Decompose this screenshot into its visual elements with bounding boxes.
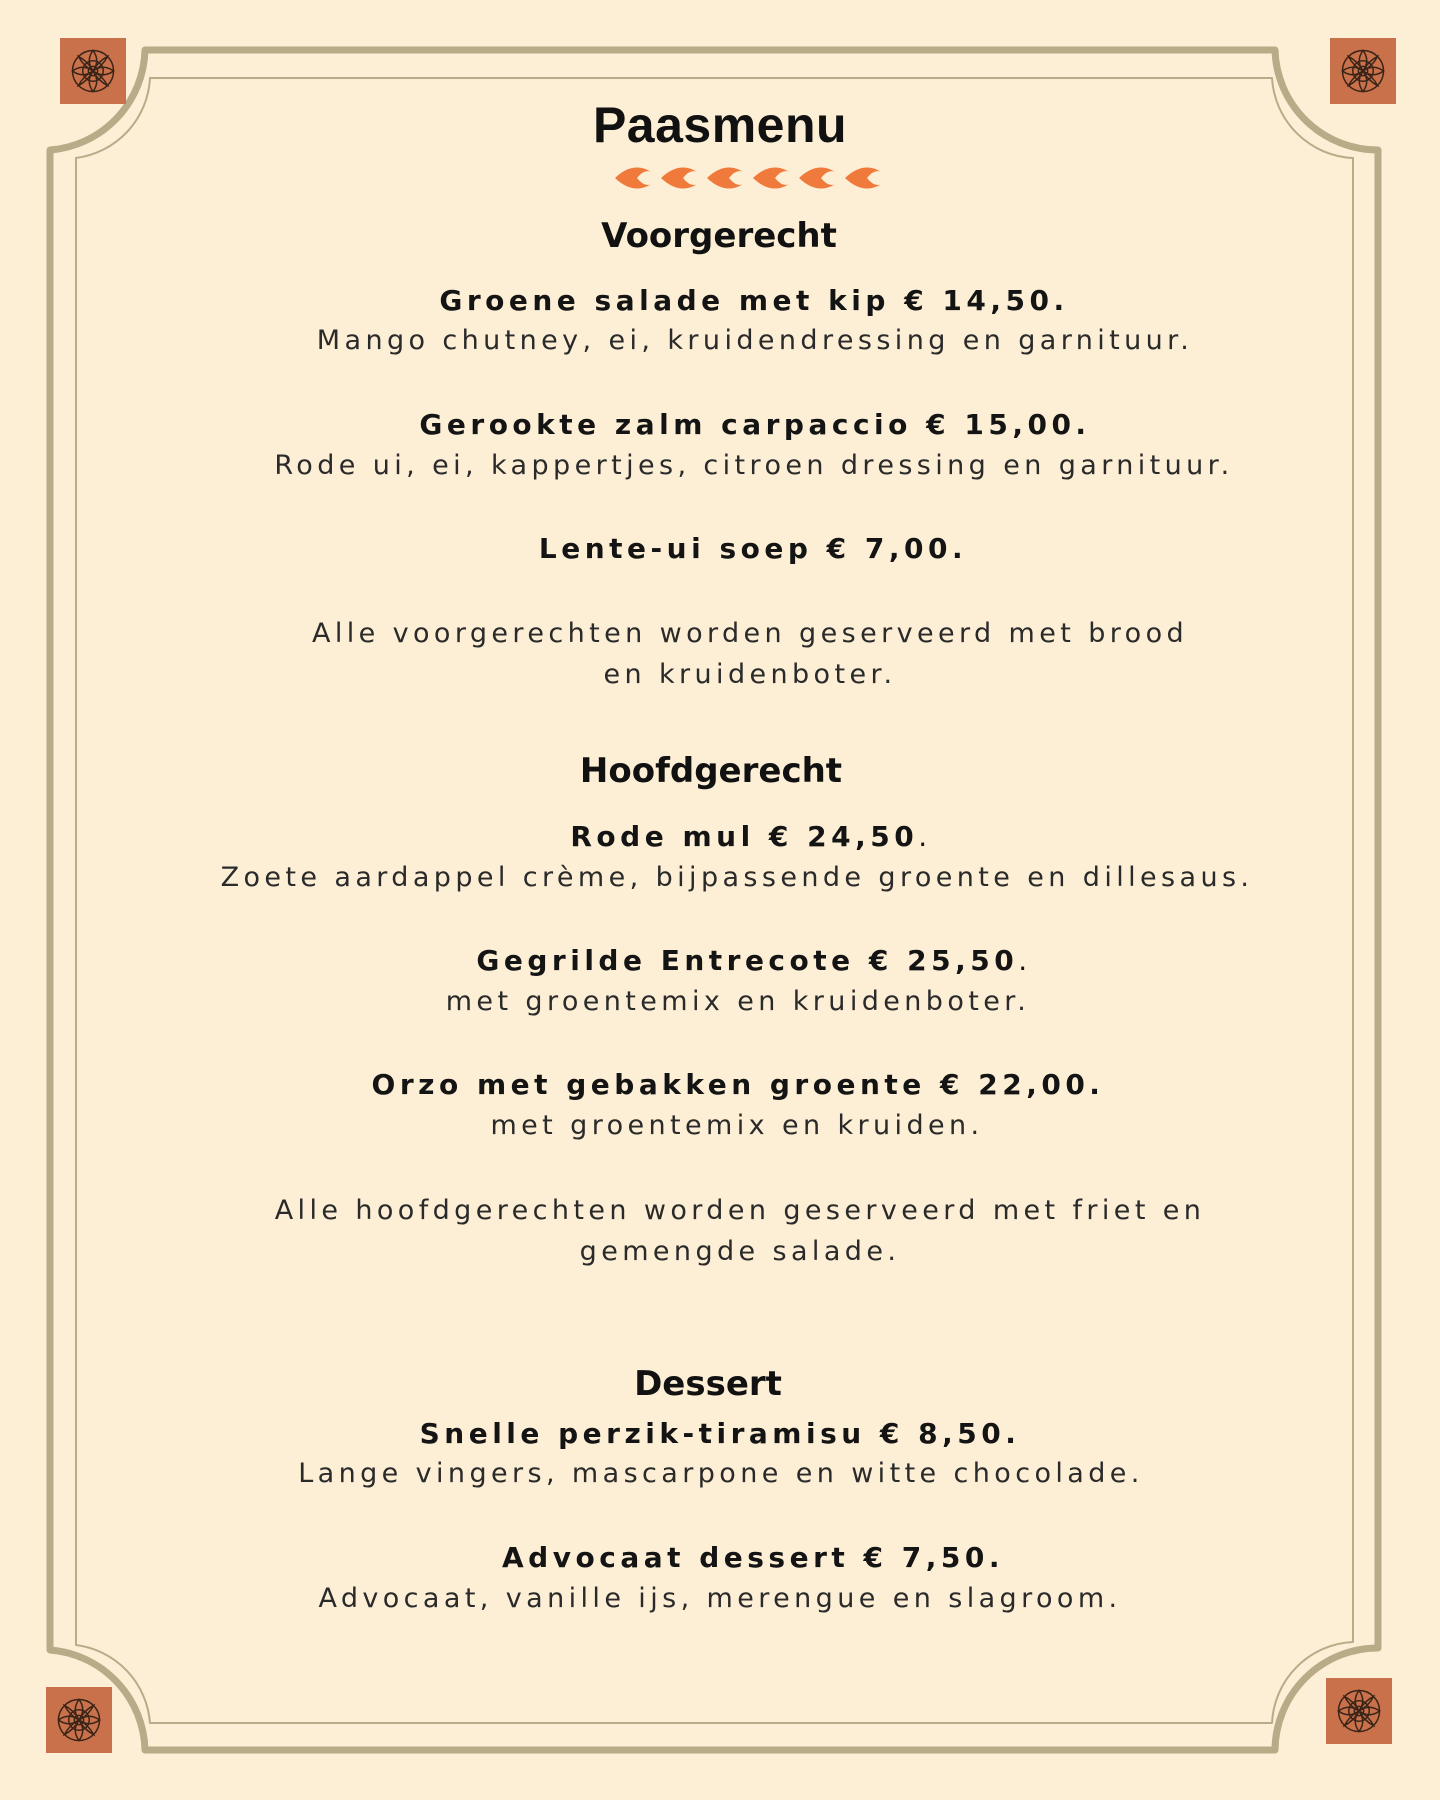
section-heading-dessert: Dessert [634,1364,782,1404]
dish-name: Gerookte zalm carpaccio € 15,00. [419,408,1091,441]
dish-description: met groentemix en kruidenboter. [445,986,1031,1017]
section-heading-voorgerecht: Voorgerecht [601,216,837,256]
dish-name: Rode mul € 24,50 [570,820,919,853]
ornament-divider [615,155,891,201]
section-note: Alle voorgerechten worden geserveerd met brood en kruidenboter. [311,618,1189,690]
dish-name: Groene salade met kip € 14,50. [439,284,1069,317]
menu-title: Paasmenu [592,97,848,153]
dish-description: Lange vingers, mascarpone en witte chocolade. [298,1458,1144,1489]
section-heading-hoofdgerecht: Hoofdgerecht [579,751,843,791]
dish-description: Mango chutney, ei, kruidendressing en garnituur. [316,325,1194,356]
dish-name-suffix: . [1018,944,1032,977]
dish-description: Rode ui, ei, kappertjes, citroen dressing en garnituur. [274,450,1234,481]
dish-name-row [34,944,1440,977]
dish-description: Advocaat, vanille ijs, merengue en slagroom. [318,1583,1122,1614]
dish-name: Snelle perzik-tiramisu € 8,50. [419,1417,1021,1450]
dish-description: met groentemix en kruiden. [490,1110,984,1141]
dish-name: Orzo met gebakken groente € 22,00. [371,1068,1105,1101]
dish-description: Zoete aardappel crème, bijpassende groente en dillesaus. [220,862,1254,893]
dish-name: Advocaat dessert € 7,50. [502,1541,1004,1574]
dish-name: Gegrilde Entrecote € 25,50 [476,944,1019,977]
dish-name-suffix: . [918,820,932,853]
dish-name: Lente-ui soep € 7,00. [538,532,968,565]
section-note: Alle hoofdgerechten worden geserveerd met friet en gemengde salade. [274,1195,1206,1267]
dish-name-row [31,820,1440,853]
